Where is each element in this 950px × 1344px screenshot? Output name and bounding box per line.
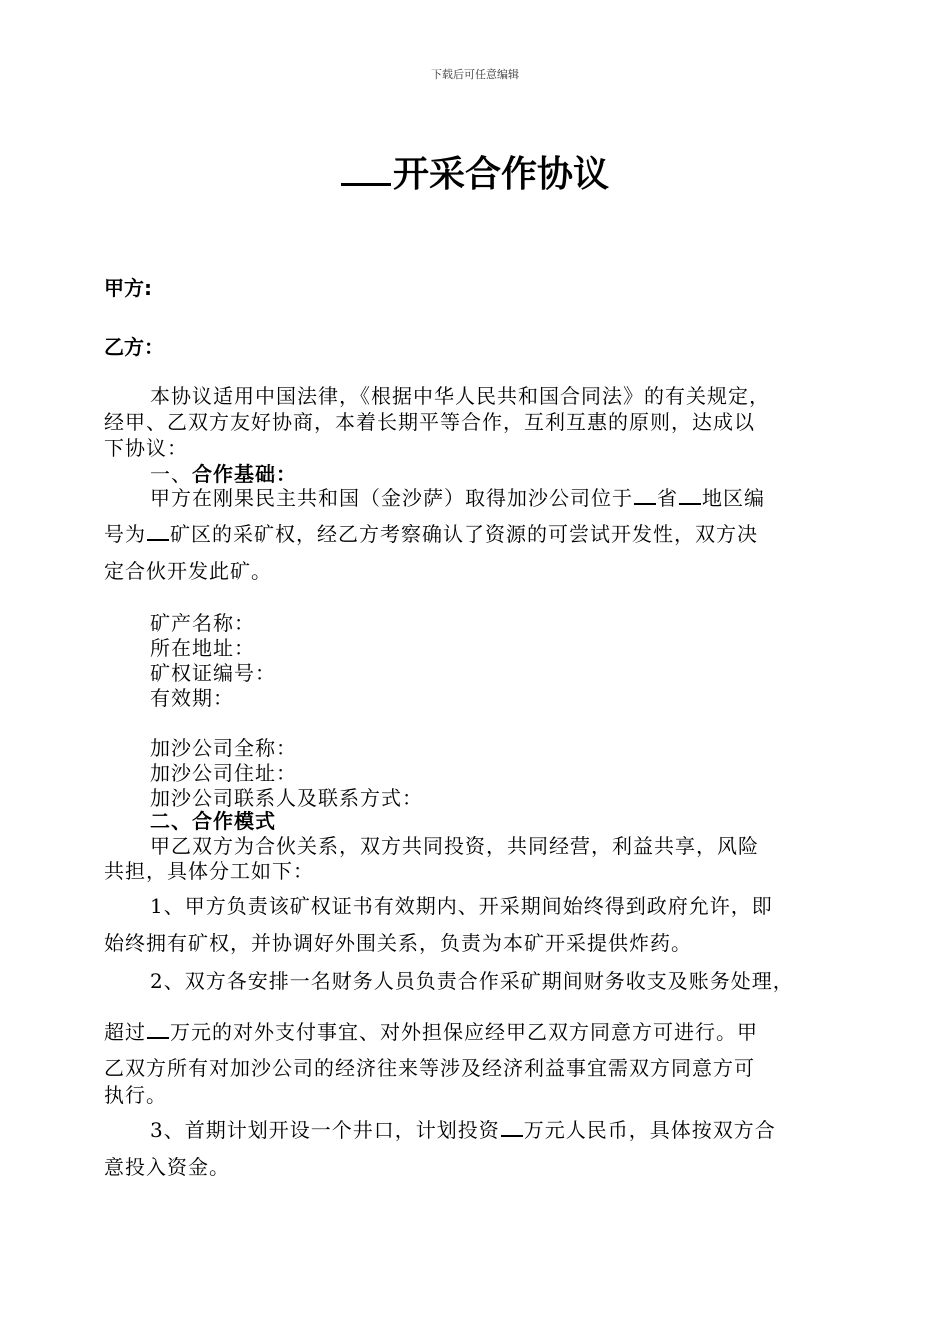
party-a-label: 甲方: bbox=[104, 276, 152, 300]
number-blank bbox=[147, 521, 169, 541]
section1-para-line-3: 定合伙开发此矿。 bbox=[104, 559, 272, 583]
item2-line-2 bbox=[104, 1018, 864, 1046]
title-text: 开采合作协议 bbox=[392, 154, 609, 195]
company-name-field: 加沙公司全称： bbox=[150, 736, 297, 760]
section1-heading bbox=[150, 458, 910, 487]
item2-line-1: 2、双方各安排一名财务人员负责合作采矿期间财务收支及账务处理， bbox=[150, 969, 794, 993]
intro-line-2: 经甲、乙双方友好协商，本着长期平等合作，互利互惠的原则，达成以 bbox=[104, 410, 755, 434]
section1-para-line-1 bbox=[150, 484, 910, 512]
intro-line-3: 下协议： bbox=[104, 436, 188, 460]
mine-address-field: 所在地址： bbox=[150, 636, 255, 660]
amount-blank bbox=[147, 1019, 169, 1039]
item2-line-3: 乙双方所有对加沙公司的经济往来等涉及经济利益事宜需双方同意方可 bbox=[104, 1056, 755, 1080]
section2-para-line-2: 共担，具体分工如下： bbox=[104, 859, 314, 883]
section1-prefix: 一、 bbox=[150, 462, 192, 486]
item2-text-b: 万元的对外支付事宜、对外担保应经甲乙双方同意方可进行。甲 bbox=[170, 1020, 758, 1044]
item3-text-b: 万元人民币，具体按双方合 bbox=[523, 1118, 776, 1142]
item1-line-1: 1、甲方负责该矿权证书有效期内、开采期间始终得到政府允许，即 bbox=[150, 894, 773, 918]
section2-para-line-1: 甲乙双方为合伙关系，双方共同投资，共同经营，利益共享，风险 bbox=[150, 834, 759, 858]
item2-line-4: 执行。 bbox=[104, 1083, 167, 1107]
company-address-field: 加沙公司住址： bbox=[150, 761, 297, 785]
header-note: 下载后可任意编辑 bbox=[431, 68, 519, 81]
section1-text-c: 地区编 bbox=[702, 486, 765, 510]
investment-blank bbox=[501, 1117, 523, 1137]
section1-text-d: 号为 bbox=[104, 522, 146, 546]
page-title bbox=[0, 150, 950, 200]
section1-text-b: 省 bbox=[657, 486, 678, 510]
item3-line-2: 意投入资金。 bbox=[104, 1155, 230, 1179]
item3-line-1 bbox=[150, 1116, 910, 1144]
section1-para-line-2 bbox=[104, 520, 864, 548]
item1-line-2: 始终拥有矿权，并协调好外围关系，负责为本矿开采提供炸药。 bbox=[104, 931, 692, 955]
province-blank bbox=[634, 485, 656, 505]
section1-title: 合作基础： bbox=[192, 462, 297, 486]
mine-validity-field: 有效期： bbox=[150, 686, 234, 710]
region-blank bbox=[679, 485, 701, 505]
title-blank bbox=[341, 153, 391, 186]
section2-heading: 二、合作模式 bbox=[150, 809, 276, 833]
intro-line-1: 本协议适用中国法律，《根据中华人民共和国合同法》的有关规定， bbox=[150, 384, 770, 408]
party-b-label: 乙方： bbox=[104, 335, 164, 359]
company-contact-field: 加沙公司联系人及联系方式： bbox=[150, 786, 423, 810]
item2-text-a: 超过 bbox=[104, 1020, 146, 1044]
item3-text-a: 3、首期计划开设一个井口，计划投资 bbox=[150, 1118, 500, 1142]
section1-text-e: 矿区的采矿权，经乙方考察确认了资源的可尝试开发性，双方决 bbox=[170, 522, 758, 546]
mine-cert-field: 矿权证编号： bbox=[150, 661, 276, 685]
section1-text-a: 甲方在刚果民主共和国（金沙萨）取得加沙公司位于 bbox=[150, 486, 633, 510]
mine-name-field: 矿产名称： bbox=[150, 611, 255, 635]
